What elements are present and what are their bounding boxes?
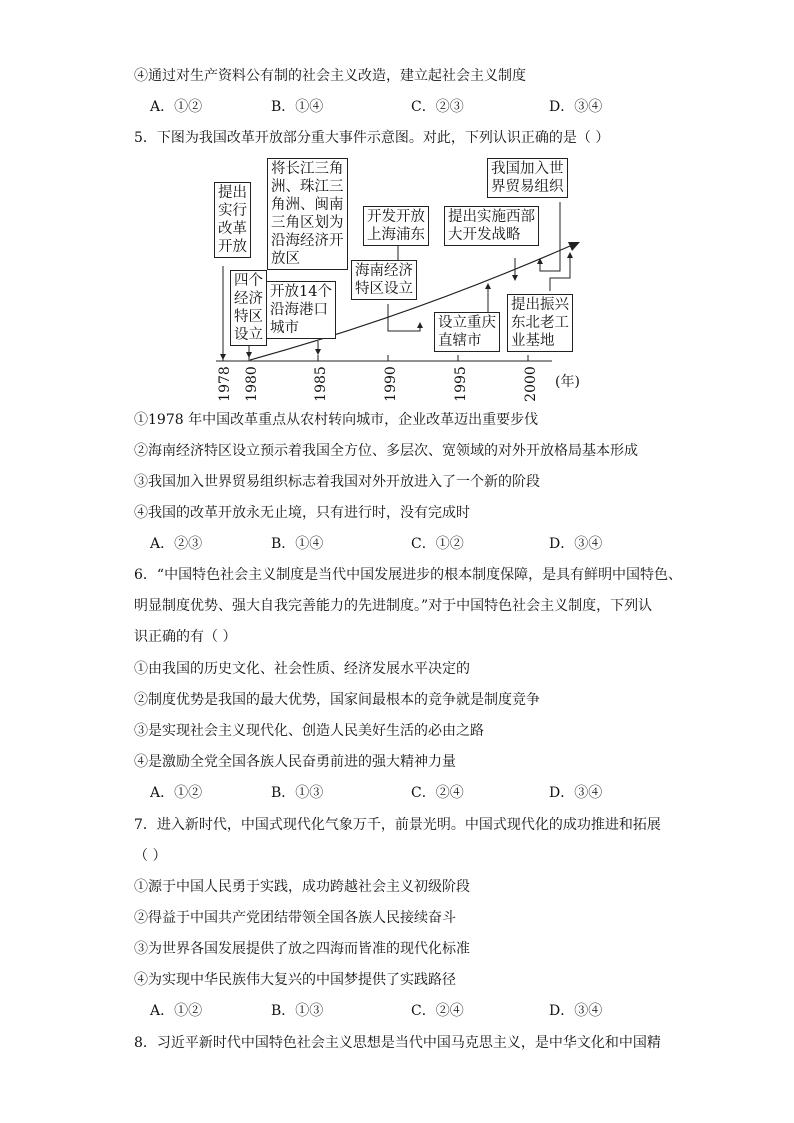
q6-statement-3: ③是实现社会主义现代化、创造人民美好生活的必由之路	[134, 723, 484, 739]
q5-statement-3: ③我国加入世界贸易组织标志着我国对外开放进入了一个新的阶段	[134, 474, 540, 490]
q7-stem-line-1: 7．进入新时代，中国式现代化气象万千，前景光明。中国式现代化的成功推进和拓展	[134, 817, 661, 833]
event-four-sez: 四个 经济 特区 设立	[230, 270, 267, 346]
q5-statement-4: ④我国的改革开放永无止境，只有进行时，没有完成时	[134, 505, 470, 521]
q6-statement-2: ②制度优势是我国的最大优势，国家间最根本的竞争就是制度竞争	[134, 692, 540, 708]
q8-stem: 8．习近平新时代中国特色社会主义思想是当代中国马克思主义，是中华文化和中国精	[134, 1035, 661, 1051]
year-label-1985: 1985	[312, 366, 329, 402]
q5-statement-1: ①1978 年中国改革重点从农村转向城市，企业改革迈出重要步伐	[134, 412, 539, 428]
q6-option-a[interactable]: A．①②	[150, 785, 203, 801]
q6-option-c[interactable]: C．②④	[411, 785, 464, 801]
event-reform-opening: 提出 实行 改革 开放	[214, 182, 251, 258]
q7-stem-line-2: （ ）	[134, 848, 167, 864]
q7-option-c[interactable]: C．②④	[411, 1003, 464, 1019]
q7-statement-3: ③为世界各国发展提供了放之四海而皆准的现代化标准	[134, 941, 470, 957]
q5-option-d[interactable]: D．③④	[549, 536, 603, 552]
q4-option-b[interactable]: B．①④	[271, 99, 324, 115]
q4-option-c[interactable]: C．②③	[411, 99, 464, 115]
q5-statement-2: ②海南经济特区设立预示着我国全方位、多层次、宽领域的对外开放格局基本形成	[134, 443, 638, 459]
q7-statement-1: ①源于中国人民勇于实践，成功跨越社会主义初级阶段	[134, 879, 470, 895]
event-14-ports: 开放14个 沿海港口 城市	[266, 281, 336, 339]
event-chongqing: 设立重庆 直辖市	[434, 312, 500, 352]
q7-option-d[interactable]: D．③④	[549, 1003, 603, 1019]
event-pudong: 开发开放 上海浦东	[363, 206, 429, 246]
q4-option-a[interactable]: A．①②	[150, 99, 203, 115]
year-label-1995: 1995	[452, 366, 469, 402]
q6-statement-1: ①由我国的历史文化、社会性质、经济发展水平决定的	[134, 661, 470, 677]
q6-option-d[interactable]: D．③④	[549, 785, 603, 801]
q7-statement-2: ②得益于中国共产党团结带领全国各族人民接续奋斗	[134, 910, 456, 926]
event-wto: 我国加入世 界贸易组织	[487, 158, 568, 198]
q5-option-a[interactable]: A．②③	[150, 536, 203, 552]
year-label-1990: 1990	[382, 366, 399, 402]
year-label-1978: 1978	[216, 366, 233, 402]
q6-stem-line-1: 6．“中国特色社会主义制度是当代中国发展进步的根本制度保障，是具有鲜明中国特色、	[134, 567, 683, 583]
event-western-development: 提出实施西部 大开发战略	[444, 206, 539, 246]
year-label-2000: 2000	[522, 366, 539, 402]
q6-stem-line-3: 识正确的有（ ）	[134, 629, 237, 645]
q6-stem-line-2: 明显制度优势、强大自我完善能力的先进制度。”对于中国特色社会主义制度，下列认	[134, 598, 653, 614]
q6-option-b[interactable]: B．①③	[271, 785, 324, 801]
year-label-1980: 1980	[243, 366, 260, 402]
event-northeast: 提出振兴 东北老工 业基地	[507, 294, 573, 352]
q7-option-b[interactable]: B．①③	[271, 1003, 324, 1019]
q4-statement-4: ④通过对生产资料公有制的社会主义改造，建立起社会主义制度	[134, 68, 526, 84]
q7-option-a[interactable]: A．①②	[150, 1003, 203, 1019]
q5-option-c[interactable]: C．①②	[411, 536, 464, 552]
event-coastal-zones: 将长江三角 洲、珠江三 角洲、闽南 三角区划为 沿海经济开 放区	[267, 158, 348, 270]
q6-statement-4: ④是激励全党全国各族人民奋勇前进的强大精神力量	[134, 754, 456, 770]
q5-option-b[interactable]: B．①④	[271, 536, 324, 552]
year-unit-label: (年)	[555, 374, 580, 390]
year-ticks	[223, 355, 528, 361]
q5-timeline-figure	[210, 156, 590, 401]
q5-stem: 5．下图为我国改革开放部分重大事件示意图。对此，下列认识正确的是（ ）	[134, 130, 610, 146]
q7-statement-4: ④为实现中华民族伟大复兴的中国梦提供了实践路径	[134, 972, 456, 988]
q4-option-d[interactable]: D．③④	[549, 99, 603, 115]
event-hainan-sez: 海南经济 特区设立	[351, 260, 417, 300]
